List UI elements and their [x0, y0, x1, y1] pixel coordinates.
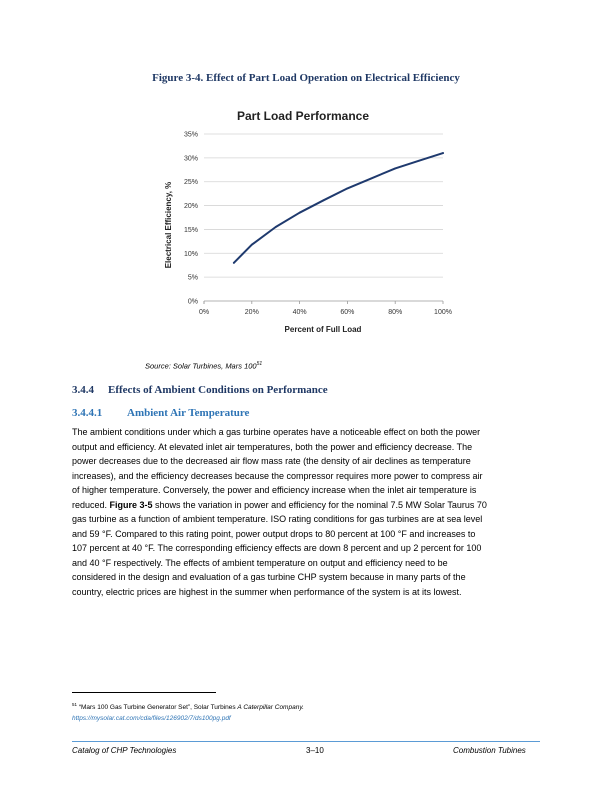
data-point: [251, 244, 253, 246]
section-title: Effects of Ambient Conditions on Performance: [108, 384, 328, 396]
footer-chapter-title: Combustion Tubines: [453, 746, 526, 755]
y-tick-label: 25%: [183, 179, 198, 187]
data-point: [442, 152, 444, 154]
footnote-text: “Mars 100 Gas Turbine Generator Set”, Solar Turbines: [77, 704, 238, 712]
subsection-heading: [72, 407, 249, 419]
subsection-title: Ambient Air Temperature: [127, 407, 250, 419]
y-tick-label: 15%: [183, 226, 198, 234]
data-point: [370, 177, 372, 179]
x-tick-label: 40%: [292, 309, 307, 316]
body-text: shows the variation in power and efficiency for the nominal 7.5 MW Solar Taurus 70: [152, 499, 487, 510]
footnote: [72, 699, 304, 724]
x-tick-label: 100%: [434, 309, 452, 316]
body-line: 107 percent at 40 °F. The corresponding efficiency effects are down 8 percent and up 2 percent for 100: [72, 543, 482, 553]
section-heading: [72, 384, 328, 396]
x-tick-label: 80%: [388, 309, 403, 316]
body-line: of higher temperature. Conversely, the power and efficiency increase when the inlet air temperature is: [72, 485, 477, 495]
body-text: reduced.: [72, 499, 110, 510]
y-tick-label: 35%: [183, 131, 198, 139]
footnote-company: A Caterpillar Company.: [237, 704, 304, 712]
data-point: [323, 199, 325, 201]
body-paragraph: [72, 425, 542, 599]
body-line: [72, 498, 542, 513]
y-tick-label: 5%: [187, 274, 198, 282]
subsection-number: 3.4.4.1: [72, 407, 103, 419]
x-axis-label: Percent of Full Load: [284, 325, 362, 334]
data-point: [394, 167, 396, 169]
y-tick-label: 30%: [183, 155, 198, 163]
body-line: country, electric prices are highest in the summer when performance of the system is at its lowest.: [72, 586, 462, 597]
body-line: and 59 °F. Compared to this rating point, power output drops to 80 percent at 100 °F and increases to: [72, 528, 476, 539]
footer-divider: [72, 741, 540, 742]
efficiency-series-line: [234, 153, 443, 263]
section-number: 3.4.4: [72, 384, 94, 396]
data-point: [347, 187, 349, 189]
y-tick-label: 20%: [183, 203, 198, 211]
data-point: [418, 160, 420, 162]
body-line: considered in the design and evaluation of a gas turbine CHP system because in many parts of the: [72, 572, 466, 582]
source-text: Source: Solar Turbines, Mars 100: [145, 361, 257, 371]
data-point: [275, 226, 277, 228]
y-tick-label: 10%: [183, 250, 198, 258]
footnote-divider: [72, 692, 216, 693]
y-axis-label: Electrical Efficiency, %: [164, 181, 173, 269]
footer-page-number: 3–10: [306, 746, 324, 755]
body-line: gas turbine as a function of ambient temperature. ISO rating conditions for gas turbines are at sea level: [72, 514, 483, 524]
chart-title: Part Load Performance: [236, 109, 370, 123]
y-tick-label: 0%: [187, 298, 198, 306]
footnote-ref: 51: [72, 702, 78, 707]
figure-title: Figure 3-4. Effect of Part Load Operation on Electrical Efficiency: [152, 72, 460, 84]
source-ref: 51: [256, 361, 263, 367]
body-line: and 40 °F respectively. The effects of ambient temperature on output and efficiency need to be: [72, 557, 448, 568]
figure-reference-link[interactable]: Figure 3-5: [109, 499, 153, 510]
data-point: [299, 212, 301, 214]
figure-source: [145, 361, 262, 371]
x-tick-label: 0%: [198, 309, 210, 316]
body-line: power decreases due to the decreased air flow mass rate (the density of air declines as temperature: [72, 456, 471, 466]
data-point: [233, 262, 235, 264]
footnote-url-link[interactable]: https://mysolar.cat.com/cda/files/126902/7/ds100pg.pdf: [72, 715, 231, 723]
body-line: The ambient conditions under which a gas turbine operates have a noticeable effect on both the power: [72, 427, 481, 437]
body-line: output and efficiency. At elevated inlet air temperatures, both the power and efficiency decrease. The: [72, 441, 473, 452]
x-tick-label: 20%: [244, 309, 259, 316]
x-tick-label: 60%: [340, 309, 355, 316]
part-load-chart: [160, 100, 460, 340]
body-line: increases), and the efficiency decreases because the compressor requires more power to compress air: [72, 470, 483, 481]
footer-document-title: Catalog of CHP Technologies: [72, 746, 177, 755]
